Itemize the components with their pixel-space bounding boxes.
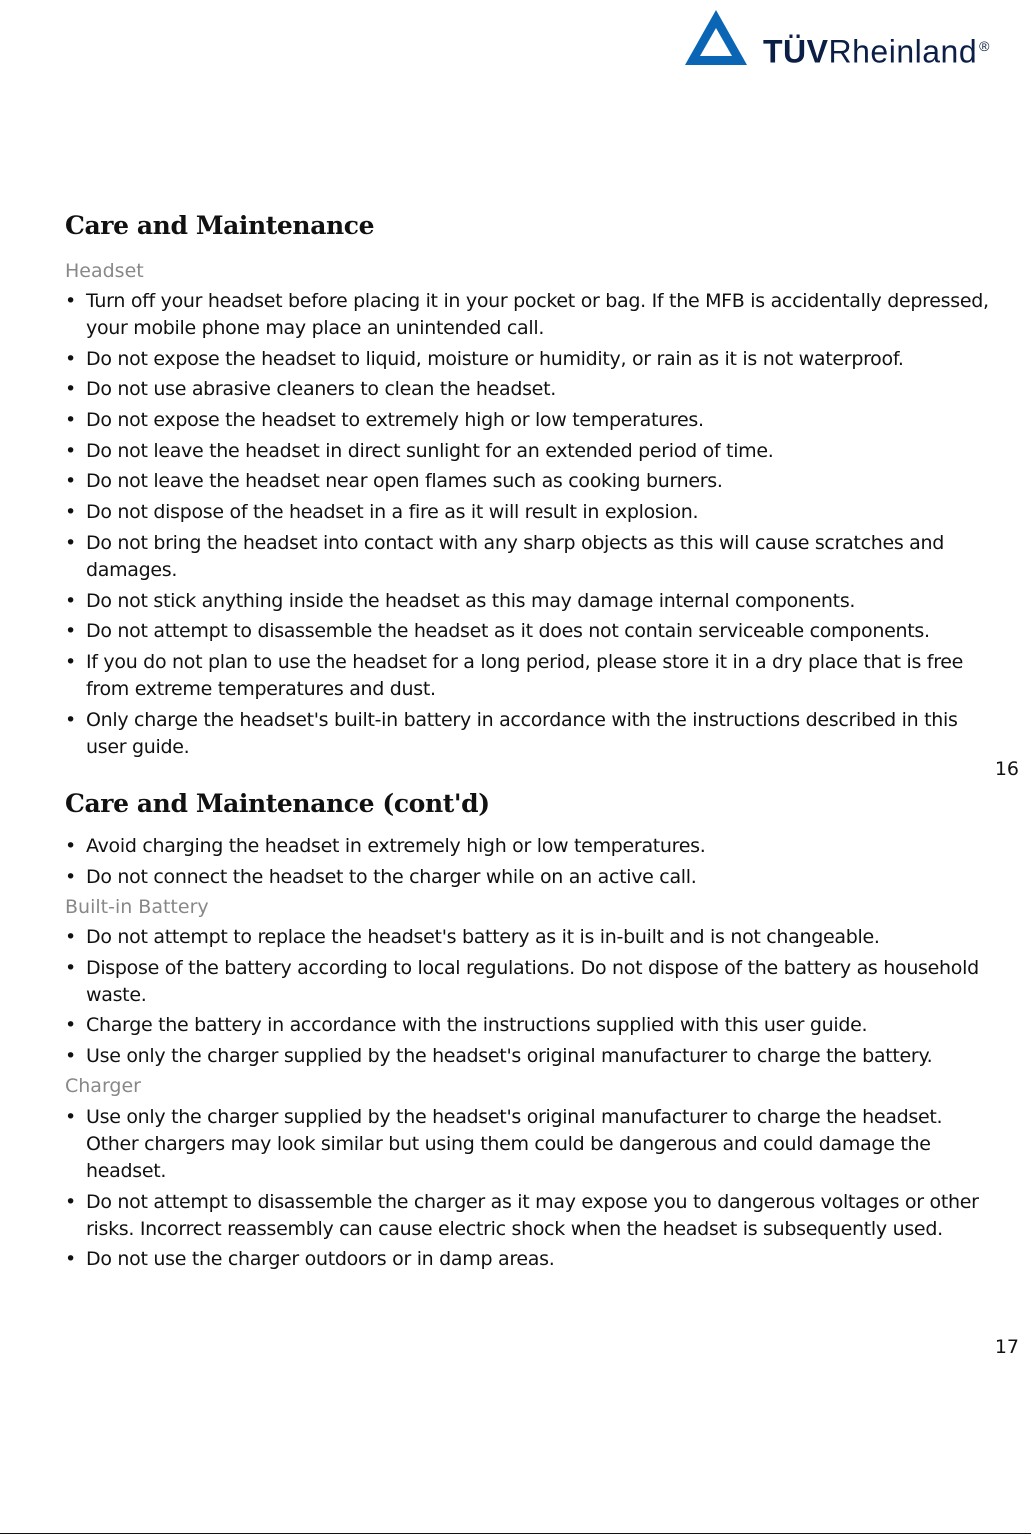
list-item: • Do not leave the headset in direct sunlight for an extended period of time. <box>65 438 1000 465</box>
list-item: • Charge the battery in accordance with the instructions supplied with this user guide. <box>65 1012 1000 1039</box>
page-bottom-rule <box>0 1533 1031 1534</box>
charging-care-list <box>65 833 1000 894</box>
list-item: • Do not dispose of the headset in a fire as it will result in explosion. <box>65 499 1000 526</box>
triangle-logo-icon <box>683 8 749 68</box>
section-title-care: Care and Maintenance <box>65 211 375 240</box>
list-item: • If you do not plan to use the headset for a long period, please store it in a dry place that is free from extreme temperatures and dust. <box>65 649 1000 703</box>
list-item: • Do not attempt to disassemble the headset as it does not contain serviceable components. <box>65 618 1000 645</box>
list-item: • Use only the charger supplied by the headset's original manufacturer to charge the headset. Other chargers may look similar but using them could be dangerous and could damage the headset. <box>65 1104 1000 1185</box>
subheading-battery: Built-in Battery <box>65 896 209 918</box>
list-item: • Do not use abrasive cleaners to clean the headset. <box>65 376 1000 403</box>
page-number: 16 <box>994 758 1019 780</box>
list-item: • Do not use the charger outdoors or in damp areas. <box>65 1246 1000 1273</box>
list-item: • Do not bring the headset into contact with any sharp objects as this will cause scratches and damages. <box>65 530 1000 584</box>
tuv-rheinland-logo <box>683 8 1013 68</box>
list-item: • Do not attempt to disassemble the charger as it may expose you to dangerous voltages or other risks. Incorrect reassembly can cause electric shock when the headset is subsequently used. <box>65 1189 1000 1243</box>
list-item: • Do not stick anything inside the headset as this may damage internal components. <box>65 588 1000 615</box>
subheading-charger: Charger <box>65 1075 141 1097</box>
list-item: • Do not connect the headset to the charger while on an active call. <box>65 864 1000 891</box>
subheading-headset: Headset <box>65 260 144 282</box>
list-item: • Dispose of the battery according to local regulations. Do not dispose of the battery as household waste. <box>65 955 1000 1009</box>
list-item: • Only charge the headset's built-in battery in accordance with the instructions described in this user guide. <box>65 707 1000 761</box>
list-item: • Do not expose the headset to liquid, moisture or humidity, or rain as it is not waterproof. <box>65 346 1000 373</box>
list-item: • Do not expose the headset to extremely high or low temperatures. <box>65 407 1000 434</box>
headset-care-list <box>65 288 1000 764</box>
list-item: • Avoid charging the headset in extremely high or low temperatures. <box>65 833 1000 860</box>
list-item: • Do not leave the headset near open flames such as cooking burners. <box>65 468 1000 495</box>
list-item: • Turn off your headset before placing it in your pocket or bag. If the MFB is accidentally depressed, your mobile phone may place an unintended call. <box>65 288 1000 342</box>
section-title-care-contd: Care and Maintenance (cont'd) <box>65 789 490 818</box>
list-item: • Do not attempt to replace the headset's battery as it is in-built and is not changeable. <box>65 924 1000 951</box>
battery-care-list <box>65 924 1000 1074</box>
logo-wordmark: TÜVRheinland ® <box>763 33 990 70</box>
charger-care-list <box>65 1104 1000 1277</box>
list-item: • Use only the charger supplied by the headset's original manufacturer to charge the battery. <box>65 1043 1000 1070</box>
page-number: 17 <box>994 1336 1019 1358</box>
